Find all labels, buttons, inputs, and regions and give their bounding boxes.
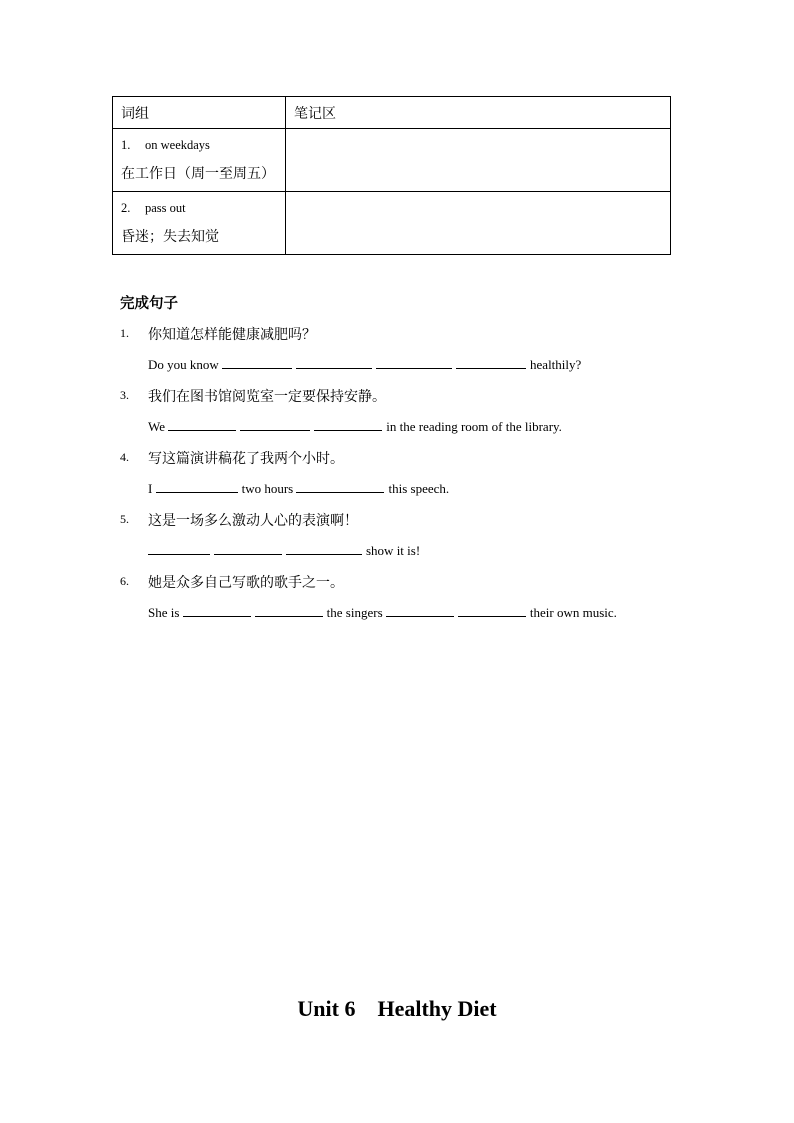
en-text: the singers (326, 605, 383, 620)
phrase-en (121, 192, 285, 216)
answer-blank[interactable] (376, 356, 452, 369)
answer-blank[interactable] (156, 480, 238, 493)
list-item (120, 386, 680, 448)
list-item (120, 324, 680, 386)
table-header-row (113, 97, 671, 129)
answer-blank[interactable] (296, 480, 384, 493)
answer-blank[interactable] (222, 356, 292, 369)
header-phrases-label: 词组 (121, 106, 149, 122)
answer-blank[interactable] (314, 418, 382, 431)
en-text: their own music. (529, 605, 617, 620)
list-item (120, 448, 680, 510)
en-text: this speech. (388, 481, 450, 496)
answer-blank[interactable] (386, 604, 454, 617)
item-number: 3. (120, 388, 129, 402)
item-number: 4. (120, 450, 129, 464)
section-title: 完成句子 (120, 296, 178, 312)
phrase-meaning: 在工作日（周一至周五） (121, 166, 275, 182)
item-english (148, 604, 617, 621)
unit-title: Unit 6 Healthy Diet (297, 996, 497, 1021)
sentence-list (120, 324, 680, 634)
item-english (148, 418, 562, 435)
en-text: Do you know (148, 357, 219, 372)
vocab-table (112, 96, 671, 255)
answer-blank[interactable] (240, 418, 310, 431)
item-chinese: 我们在图书馆阅览室一定要保持安静。 (148, 389, 386, 405)
phrase-number: 1. (121, 138, 131, 152)
answer-blank[interactable] (456, 356, 526, 369)
answer-blank[interactable] (183, 604, 251, 617)
item-number: 5. (120, 512, 129, 526)
answer-blank[interactable] (296, 356, 372, 369)
en-text: two hours (241, 481, 294, 496)
phrase-meaning: 昏迷；失去知觉 (121, 229, 219, 245)
en-text: healthily? (530, 357, 582, 372)
item-chinese: 这是一场多么激动人心的表演啊！ (148, 513, 358, 529)
table-row (113, 192, 671, 255)
phrase-text: pass out (145, 201, 186, 215)
answer-blank[interactable] (168, 418, 236, 431)
notes-cell[interactable] (286, 192, 671, 255)
en-text: show it is! (366, 543, 421, 558)
answer-blank[interactable] (286, 542, 362, 555)
phrase-en (121, 129, 285, 153)
item-number: 1. (120, 326, 129, 340)
answer-blank[interactable] (148, 542, 210, 555)
header-notes (286, 97, 671, 129)
item-chinese: 你知道怎样能健康减肥吗？ (148, 327, 316, 343)
item-english (148, 480, 449, 497)
item-chinese: 写这篇演讲稿花了我两个小时。 (148, 451, 344, 467)
phrase-number: 2. (121, 201, 131, 215)
answer-blank[interactable] (458, 604, 526, 617)
en-text: She is (148, 605, 180, 620)
phrase-text: on weekdays (145, 138, 210, 152)
answer-blank[interactable] (255, 604, 323, 617)
en-text: We (148, 419, 165, 434)
item-number: 6. (120, 574, 129, 588)
header-notes-label: 笔记区 (294, 106, 336, 122)
answer-blank[interactable] (214, 542, 282, 555)
item-chinese: 她是众多自己写歌的歌手之一。 (148, 575, 344, 591)
en-text: I (148, 481, 153, 496)
phrase-cell (113, 129, 286, 192)
phrase-cell (113, 192, 286, 255)
list-item (120, 572, 680, 634)
item-english (148, 542, 420, 559)
list-item (120, 510, 680, 572)
header-phrases (113, 97, 286, 129)
table-row (113, 129, 671, 192)
item-english (148, 356, 581, 373)
notes-cell[interactable] (286, 129, 671, 192)
en-text: in the reading room of the library. (386, 419, 562, 434)
